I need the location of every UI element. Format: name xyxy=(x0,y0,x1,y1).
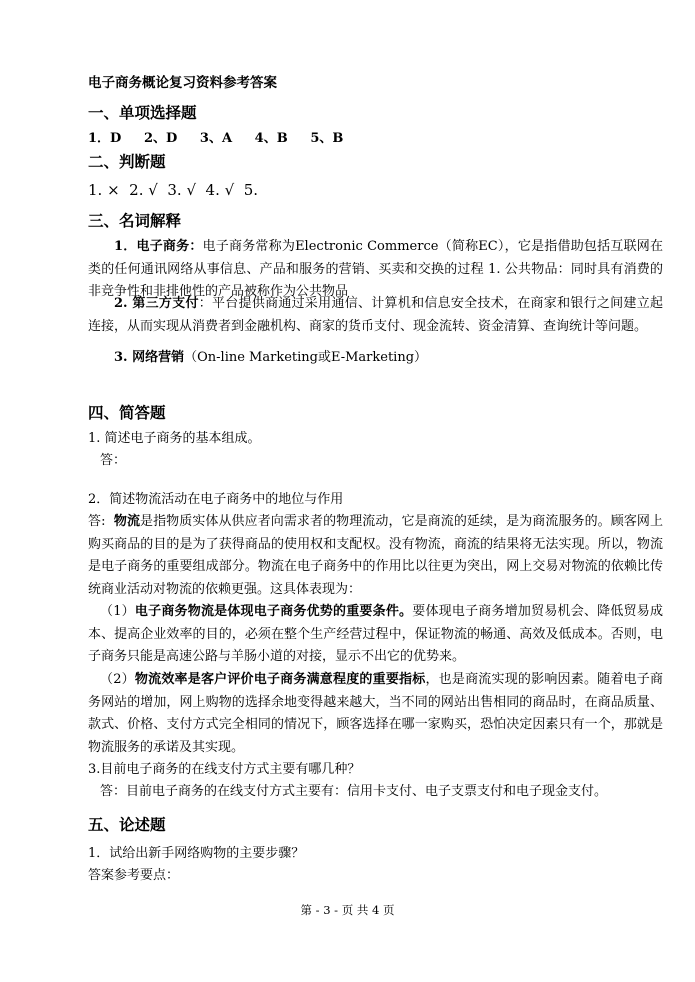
section4-q1: 1. 简述电子商务的基本组成。 xyxy=(88,431,261,446)
term1-label: 1．电子商务： xyxy=(114,239,203,254)
p1-num: （1） xyxy=(100,604,135,619)
section4-q3: 3.目前电子商务的在线支付方式主要有哪几种？ xyxy=(88,762,361,777)
section4-q1-answer: 答： xyxy=(100,453,127,468)
term1-text: 电子商务常称为Electronic Commerce（简称EC），它是指借助包括互联网在类的任何通讯网络从事信息、产品和服务的营销、买卖和交换的过程 1. 公共物品：同时具有消费的非竞争性和非排他性的产品被称作为公共物品 xyxy=(88,239,664,299)
section4-heading: 四、简答题 xyxy=(88,403,166,422)
section4-q2-answer xyxy=(88,511,663,601)
section4-point2 xyxy=(88,669,663,759)
q2-text: 是指物质实体从供应者向需求者的物理流动，它是商流的延续，是为商流服务的。顾客网上购买商品的目的是为了获得商品的使用权和支配权。没有物流，商流的结果将无法实现。所以，物流是电子商务的重要组成部分。物流在电子商务中的作用比以往更为突出，网上交易对物流的依赖比传统商业活动对物流的依赖更强。这具体表现为： xyxy=(88,514,663,597)
p2-text: ，也是商流实现的影响因素。随着电子商务网站的增加，网上购物的选择余地变得越来越大，当不同的网站出售相同的商品时，在商品质量、款式、价格、支付方式完全相同的情况下，顾客选择在哪一家购买，恐怕决定因素只有一个，那就是物流服务的承诺及其实现。 xyxy=(88,672,663,755)
q2-bold: 物流 xyxy=(113,514,141,529)
p1-text: 要体现电子商务增加贸易机会、降低贸易成本、提高企业效率的目的，必须在整个生产经营过程中，保证物流的畅通、高效及低成本。否则，电子商务只能是高速公路与羊肠小道的对接，显示不出它的优势来。 xyxy=(88,604,663,664)
term2-text: ：平台提供商通过采用通信、计算机和信息安全技术，在商家和银行之间建立起连接，从而实现从消费者到金融机构、商家的货币支付、现金流转、资金清算、查询统计等问题。 xyxy=(88,296,663,334)
q2-prefix: 答: xyxy=(88,514,114,529)
term-third-party-payment xyxy=(88,293,663,338)
section4-point1 xyxy=(88,601,663,669)
term2-label: 2. 第三方支付 xyxy=(114,296,199,311)
section1-heading: 一、单项选择题 xyxy=(88,103,197,122)
doc-title: 电子商务概论复习资料参考答案 xyxy=(88,75,277,91)
section2-heading: 二、判断题 xyxy=(88,152,166,171)
section2-answers: 1. × 2. √ 3. √ 4. √ 5. xyxy=(88,181,259,199)
section5-q1-answer: 答案参考要点： xyxy=(88,868,180,883)
p2-num: （2） xyxy=(100,672,135,687)
section3-heading: 三、名词解释 xyxy=(88,211,182,230)
p2-bold: 物流效率是客户评价电子商务满意程度的重要指标 xyxy=(134,672,426,687)
term3-text: （On-line Marketing或E-Marketing） xyxy=(184,350,428,365)
page-footer: 第 - 3 - 页 共 4 页 xyxy=(300,903,395,917)
p1-bold: 电子商务物流是体现电子商务优势的重要条件。 xyxy=(134,604,413,619)
section5-q1: 1．试给出新手网络购物的主要步骤？ xyxy=(88,846,305,861)
term-network-marketing xyxy=(88,347,663,370)
section5-heading: 五、论述题 xyxy=(88,815,166,834)
term3-label: 3. 网络营销 xyxy=(114,350,185,365)
section4-q2: 2．简述物流活动在电子商务中的地位与作用 xyxy=(88,492,344,507)
section4-q3-answer: 答：目前电子商务的在线支付方式主要有：信用卡支付、电子支票支付和电子现金支付。 xyxy=(100,784,608,799)
section1-answers: 1．D 2、D 3、A 4、B 5、B xyxy=(88,131,344,146)
